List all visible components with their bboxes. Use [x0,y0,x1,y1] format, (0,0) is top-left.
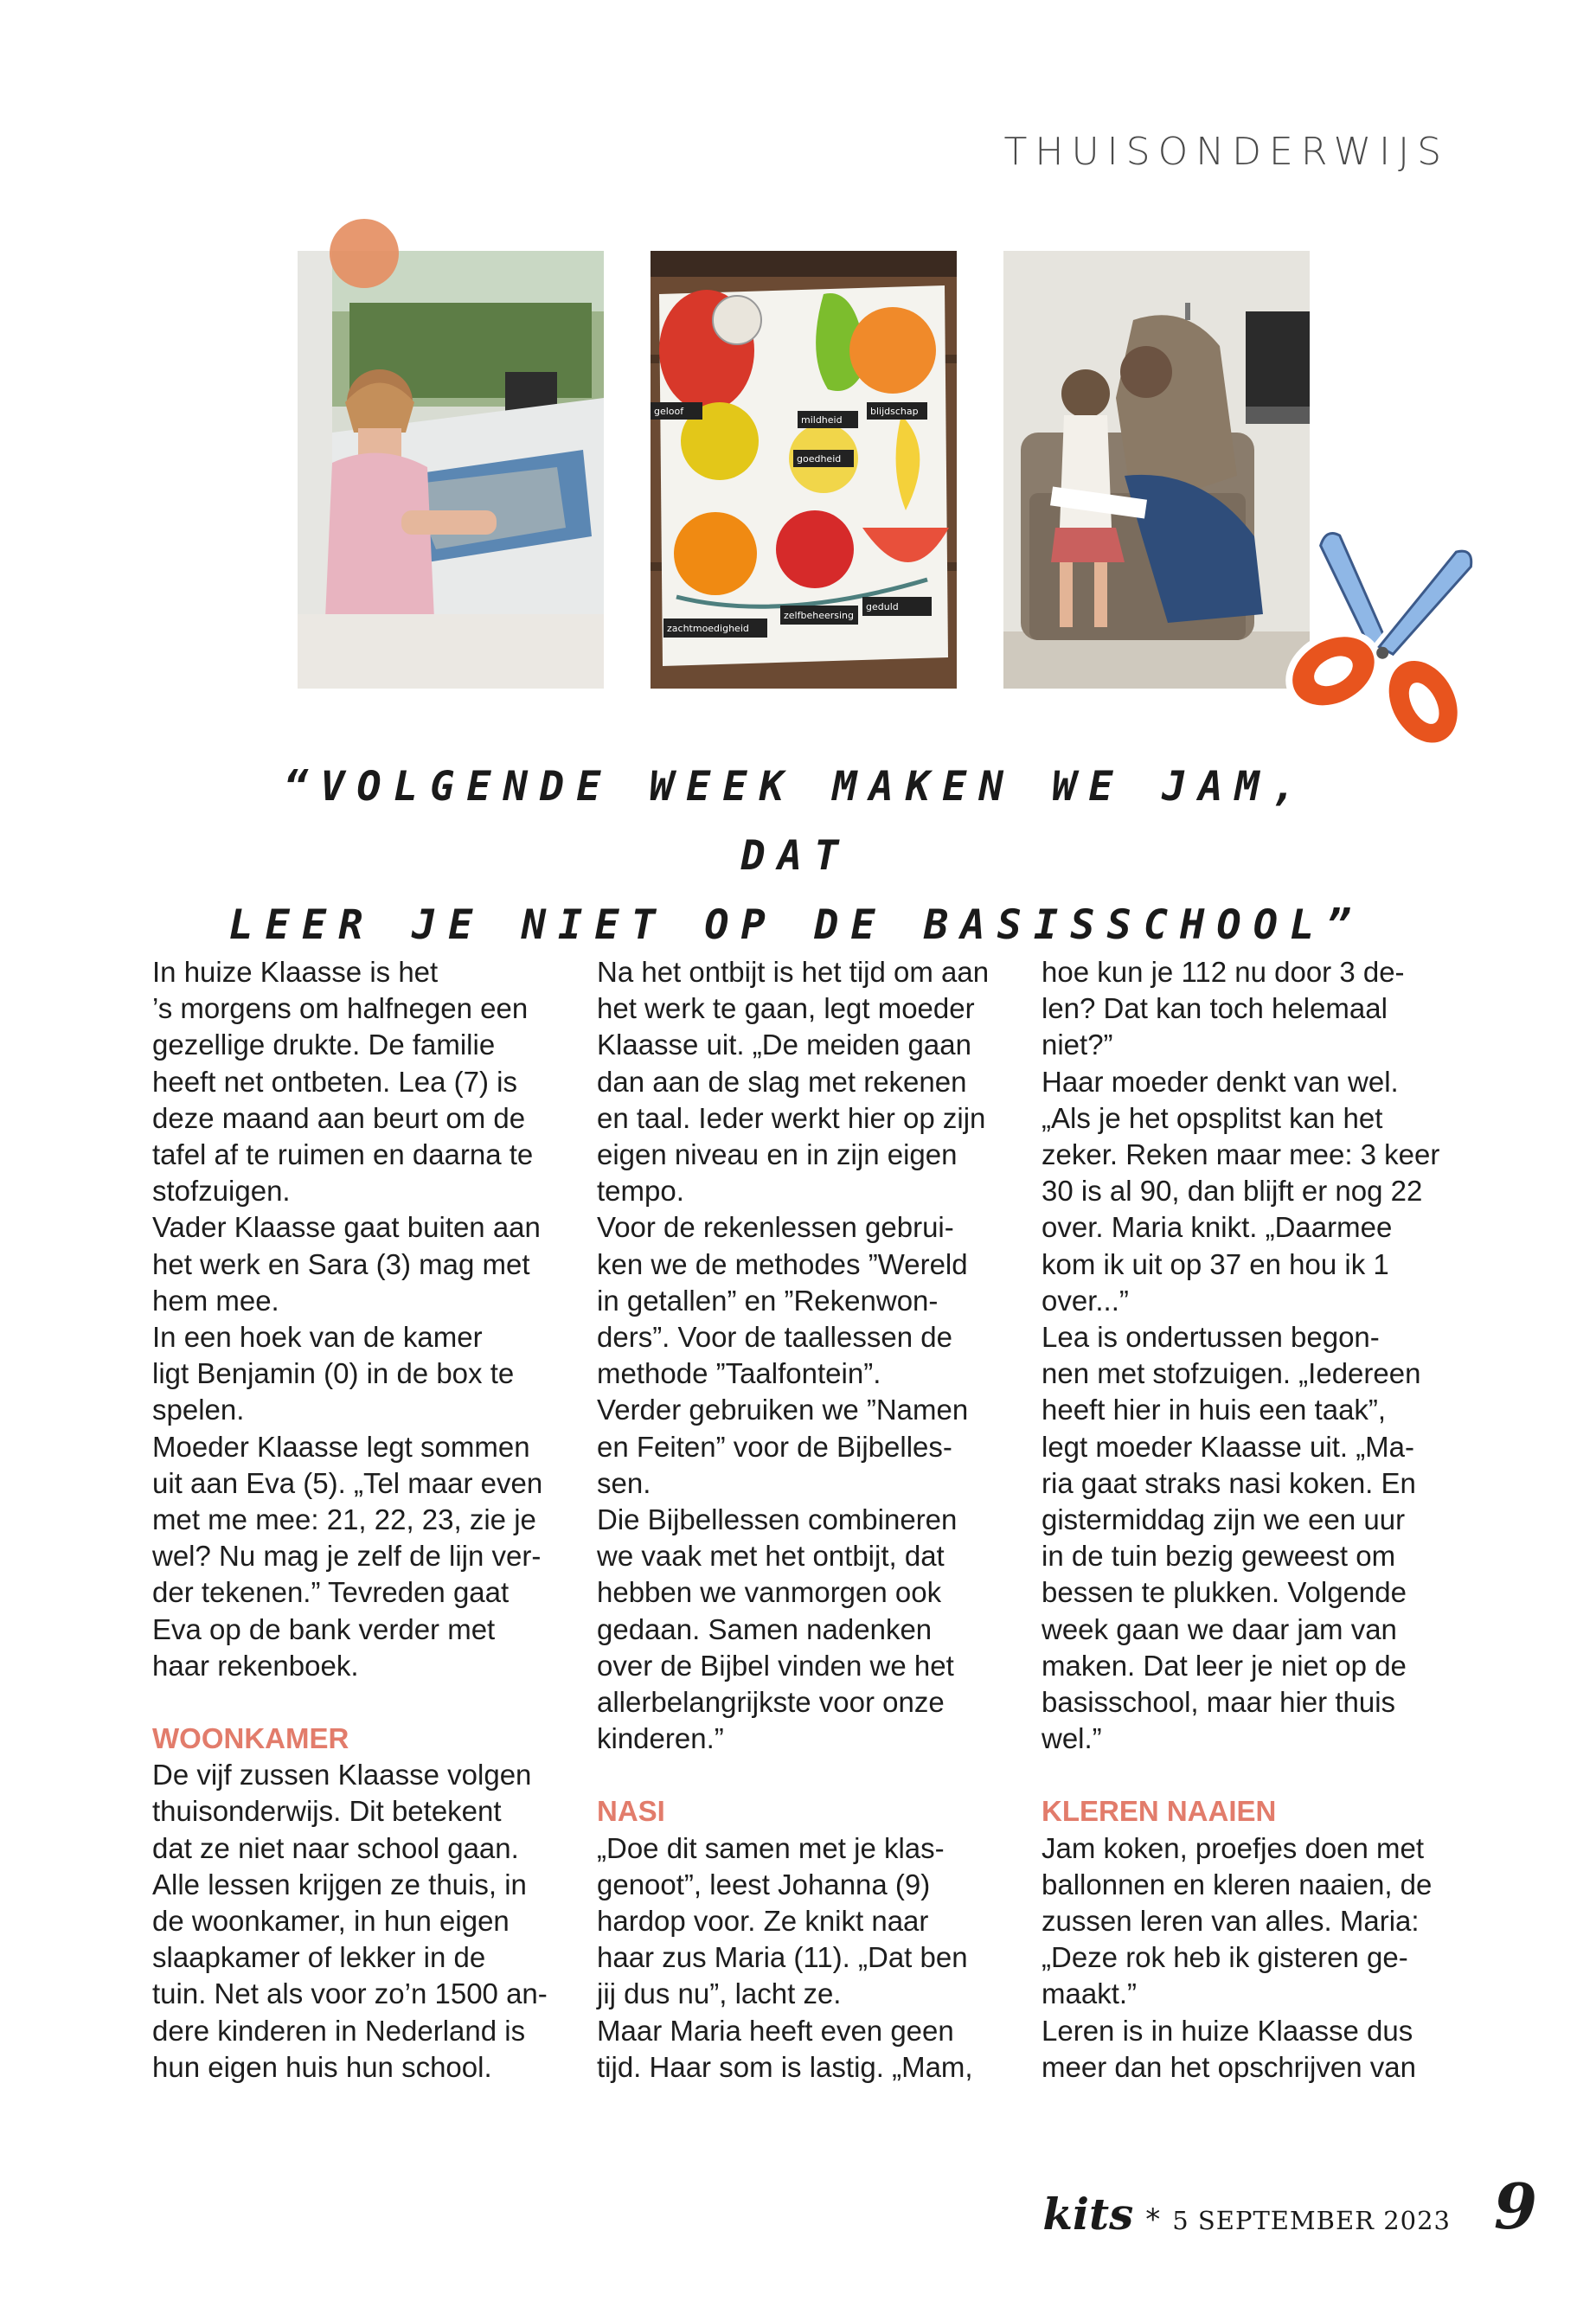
article-line: in getallen” en ”Rekenwon- [597,1284,939,1317]
footer-separator: * [1145,2202,1161,2237]
section-heading: WOONKAMER [152,1722,349,1755]
article-line: Vader Klaasse gaat buiten aan [152,1211,541,1244]
article-line: ken we de methodes ”Wereld [597,1247,968,1280]
article-line: met me mee: 21, 22, 23, zie je [152,1503,536,1536]
article-line: gedaan. Samen nadenken [597,1612,933,1645]
article-line: dat ze niet naar school gaan. [152,1831,519,1864]
article-line: sen. [597,1466,651,1499]
article-line: thuisonderwijs. Dit betekent [152,1795,502,1828]
article-line: tempo. [597,1175,684,1208]
article-line: deze maand aan beurt om de [152,1101,526,1134]
poster-label: geduld [866,601,899,612]
decorative-orange-dot [330,219,399,288]
article-line: heeft hier in huis een taak”, [1042,1394,1387,1426]
article-line: allerbelangrijkste voor onze [597,1686,945,1719]
article-line: wel? Nu mag je zelf de lijn ver- [152,1540,542,1573]
article-line: haar rekenboek. [152,1649,359,1682]
article-line: „Deze rok heb ik gisteren ge- [1042,1941,1408,1974]
pull-quote-line-1: “VOLGENDE WEEK MAKEN WE JAM, DAT [283,763,1309,880]
article-line: Jam koken, proefjes doen met [1042,1831,1425,1864]
article-line: methode ”Taalfontein”. [597,1357,881,1390]
article-line: ballonnen en kleren naaien, de [1042,1868,1433,1900]
article-line: gistermiddag zijn we een uur [1042,1503,1406,1536]
article-line: ’s morgens om halfnegen een [152,992,529,1025]
article-line: genoot”, leest Johanna (9) [597,1868,931,1900]
fruit-poster-photo [651,251,957,689]
article-line: zeker. Reken maar mee: 3 keer [1042,1138,1440,1171]
article-line: zussen leren van alles. Maria: [1042,1905,1420,1938]
article-line: over de Bijbel vinden we het [597,1649,954,1682]
pull-quote [216,753,1375,960]
article-line: der tekenen.” Tevreden gaat [152,1576,510,1609]
article-line: Lea is ondertussen begon- [1042,1321,1380,1354]
article-line: Klaasse uit. „De meiden gaan [597,1029,971,1061]
article-line: Eva op de bank verder met [152,1612,496,1645]
pull-quote-line-2: LEER JE NIET OP DE BASISSCHOOL” [228,901,1363,949]
poster-label: geloof [654,406,684,417]
article-line: over...” [1042,1284,1129,1317]
article-line: Na het ontbijt is het tijd om aan [597,956,990,988]
article-line: ligt Benjamin (0) in de box te [152,1357,515,1390]
article-line: en Feiten” voor de Bijbelles- [597,1430,952,1463]
magazine-logo: kits [1042,2189,1134,2240]
article-line: week gaan we daar jam van [1042,1612,1397,1645]
poster-label: zachtmoedigheid [667,623,749,634]
page-number: 9 [1493,2170,1537,2243]
article-line: ria gaat straks nasi koken. En [1042,1466,1416,1499]
article-line: spelen. [152,1394,245,1426]
article-line: slaapkamer of lekker in de [152,1941,486,1974]
article-line: nen met stofzuigen. „Iedereen [1042,1357,1421,1390]
article-line: hun eigen huis hun school. [152,2050,492,2083]
article-line: over. Maria knikt. „Daarmee [1042,1211,1393,1244]
poster-label: goedheid [797,453,842,465]
paragraph-gap [597,1757,1021,1793]
article-column-1 [152,954,576,2086]
article-line: hoe kun je 112 nu door 3 de- [1042,956,1405,988]
article-line: eigen niveau en in zijn eigen [597,1138,958,1171]
poster-label: zelfbeheersing [784,610,854,621]
paragraph-gap [152,1684,576,1721]
article-line: het werk en Sara (3) mag met [152,1247,530,1280]
article-line: legt moeder Klaasse uit. „Ma- [1042,1430,1415,1463]
article-line: jij dus nu”, lacht ze. [597,1977,842,2010]
article-line: „Als je het opsplitst kan het [1042,1101,1383,1134]
article-line: Voor de rekenlessen gebrui- [597,1211,954,1244]
article-line: gezellige drukte. De familie [152,1029,496,1061]
article-line: hem mee. [152,1284,279,1317]
article-line: 30 is al 90, dan blijft er nog 22 [1042,1175,1423,1208]
article-line: kinderen.” [597,1722,724,1755]
scissors-icon [1228,519,1522,779]
article-line: maken. Dat leer je niet op de [1042,1649,1407,1682]
article-line: maakt.” [1042,1977,1138,2010]
article-line: tafel af te ruimen en daarna te [152,1138,534,1171]
article-line: tijd. Haar som is lastig. „Mam, [597,2050,973,2083]
article-line: in de tuin bezig geweest om [1042,1540,1396,1573]
article-line: In huize Klaasse is het [152,956,439,988]
article-line: ders”. Voor de taallessen de [597,1321,952,1354]
article-line: de woonkamer, in hun eigen [152,1905,510,1938]
article-line: haar zus Maria (11). „Dat ben [597,1941,968,1974]
section-label: THUISONDERWIJS [1003,130,1449,174]
article-line: tuin. Net als voor zo’n 1500 an- [152,1977,548,2010]
article-line: Moeder Klaasse legt sommen [152,1430,530,1463]
poster-label: mildheid [801,414,843,426]
article-line: De vijf zussen Klaasse volgen [152,1759,532,1791]
article-line: heeft net ontbeten. Lea (7) is [152,1065,517,1098]
section-heading: NASI [597,1795,665,1828]
article-line: len? Dat kan toch helemaal [1042,992,1388,1025]
article-line: hardop voor. Ze knikt naar [597,1905,929,1938]
article-line: uit aan Eva (5). „Tel maar even [152,1466,543,1499]
article-line: dere kinderen in Nederland is [152,2014,526,2047]
article-line: wel.” [1042,1722,1102,1755]
paragraph-gap [1042,1757,1465,1793]
article-line: Leren is in huize Klaasse dus [1042,2014,1413,2047]
article-column-2 [597,954,1021,2086]
article-line: In een hoek van de kamer [152,1321,483,1354]
article-line: „Doe dit samen met je klas- [597,1831,945,1864]
article-line: meer dan het opschrijven van [1042,2050,1416,2083]
article-line: het werk te gaan, legt moeder [597,992,975,1025]
section-heading: KLEREN NAAIEN [1042,1795,1277,1828]
article-column-3 [1042,954,1465,2086]
issue-date: 5 SEPTEMBER 2023 [1172,2206,1451,2235]
article-line: niet?” [1042,1029,1113,1061]
article-line: we vaak met het ontbijt, dat [597,1540,945,1573]
article-line: en taal. Ieder werkt hier op zijn [597,1101,986,1134]
page-footer [1042,2189,1451,2240]
article-line: bessen te plukken. Volgende [1042,1576,1407,1609]
article-line: hebben we vanmorgen ook [597,1576,942,1609]
article-line: Maar Maria heeft even geen [597,2014,954,2047]
article-line: Alle lessen krijgen ze thuis, in [152,1868,527,1900]
article-line: kom ik uit op 37 en hou ik 1 [1042,1247,1389,1280]
article-line: dan aan de slag met rekenen [597,1065,967,1098]
poster-label: blijdschap [870,406,919,417]
article-line: basisschool, maar hier thuis [1042,1686,1396,1719]
article-line: Die Bijbellessen combineren [597,1503,958,1536]
girl-puzzle-photo [298,251,604,689]
article-line: stofzuigen. [152,1175,291,1208]
article-line: Haar moeder denkt van wel. [1042,1065,1399,1098]
article-line: Verder gebruiken we ”Namen [597,1394,969,1426]
